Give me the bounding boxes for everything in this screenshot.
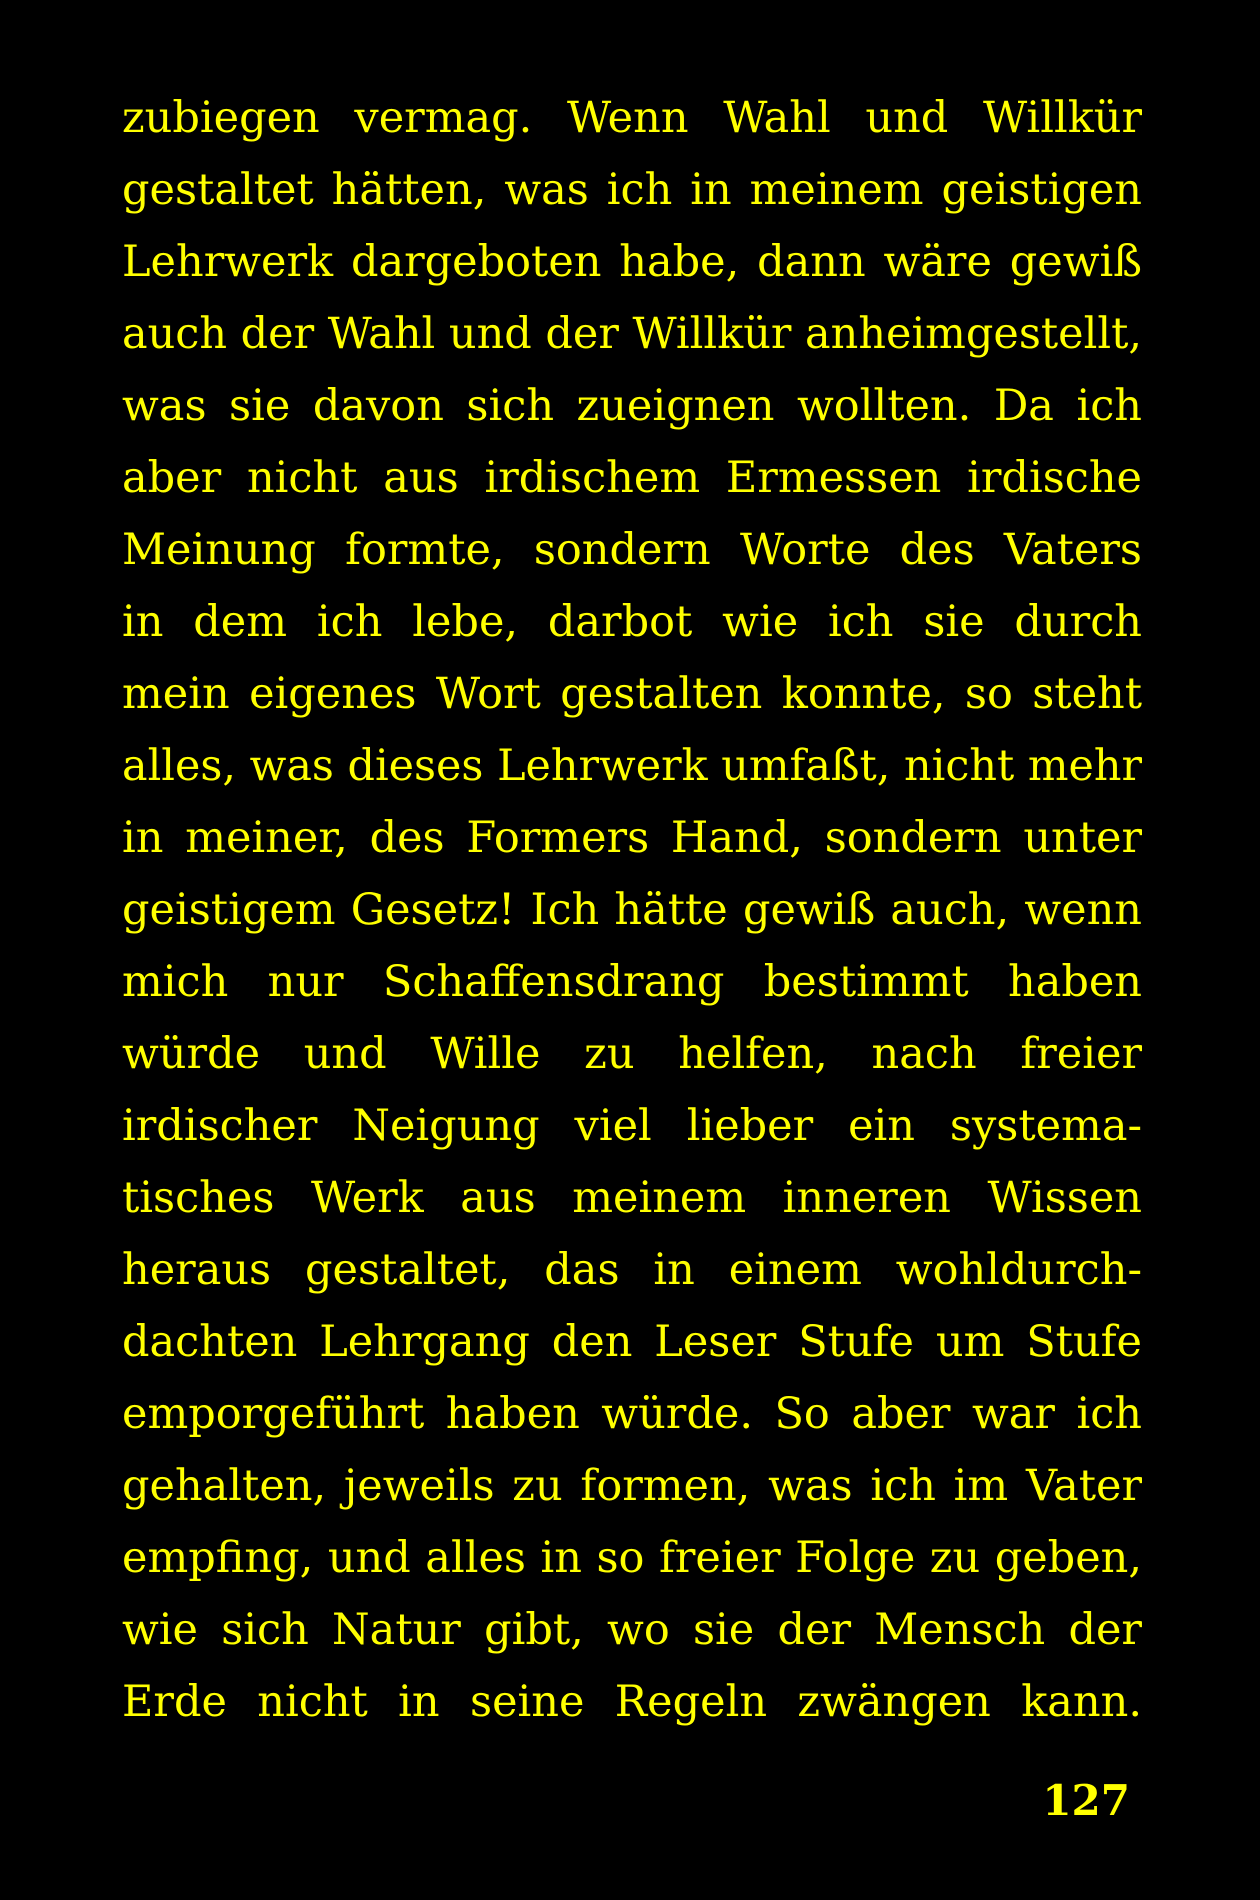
text-line-content: dachten Lehrgang den Leser Stufe um Stufe [122, 1317, 1142, 1367]
text-line [122, 1522, 1142, 1594]
text-line [122, 1306, 1142, 1378]
text-line-content: in meiner, des Formers Hand, sondern unter [122, 813, 1142, 863]
text-line [122, 298, 1142, 370]
text-line-content: Erde nicht in seine Regeln zwängen kann. [122, 1677, 1142, 1727]
text-line-content: irdischer Neigung viel lieber ein systema- [122, 1101, 1142, 1151]
text-line-content: würde und Wille zu helfen, nach freier [122, 1029, 1142, 1079]
text-line-content: Meinung formte, sondern Worte des Vaters [122, 525, 1142, 575]
text-line-content: gestaltet hätten, was ich in meinem geistigen [122, 165, 1142, 215]
text-line [122, 946, 1142, 1018]
text-line-content: auch der Wahl und der Willkür anheimgestellt, [122, 309, 1142, 359]
text-line [122, 442, 1142, 514]
text-line [122, 802, 1142, 874]
page-number: 127 [1042, 1776, 1130, 1825]
text-line [122, 874, 1142, 946]
text-line [122, 1594, 1142, 1666]
text-line [122, 514, 1142, 586]
text-line [122, 586, 1142, 658]
text-line-content: gehalten, jeweils zu formen, was ich im Vater [122, 1461, 1142, 1511]
text-line-content: was sie davon sich zueignen wollten. Da ich [122, 381, 1142, 431]
text-line-content: heraus gestaltet, das in einem wohldurch- [122, 1245, 1142, 1295]
text-line-content: alles, was dieses Lehrwerk umfaßt, nicht mehr [122, 741, 1142, 791]
text-line [122, 154, 1142, 226]
body-text [122, 82, 1142, 1738]
text-line-content: geistigem Gesetz! Ich hätte gewiß auch, wenn [122, 885, 1142, 935]
text-line [122, 1090, 1142, 1162]
text-line [122, 1234, 1142, 1306]
text-line-content: mich nur Schaffensdrang bestimmt haben [122, 957, 1142, 1007]
text-line-content: emporgeführt haben würde. So aber war ich [122, 1389, 1142, 1439]
text-line [122, 82, 1142, 154]
text-line-content: empfing, und alles in so freier Folge zu geben, [122, 1533, 1142, 1583]
text-line [122, 1162, 1142, 1234]
text-line [122, 1378, 1142, 1450]
text-line-content: wie sich Natur gibt, wo sie der Mensch der [122, 1605, 1142, 1655]
text-line [122, 226, 1142, 298]
text-line [122, 730, 1142, 802]
text-line-content: tisches Werk aus meinem inneren Wissen [122, 1173, 1142, 1223]
text-line [122, 1450, 1142, 1522]
text-line-content: mein eigenes Wort gestalten konnte, so steht [122, 669, 1142, 719]
text-line [122, 370, 1142, 442]
text-line [122, 1666, 1142, 1738]
text-line-content: in dem ich lebe, darbot wie ich sie durch [122, 597, 1142, 647]
text-line-content: Lehrwerk dargeboten habe, dann wäre gewiß [122, 237, 1142, 287]
text-line [122, 1018, 1142, 1090]
text-line-content: aber nicht aus irdischem Ermessen irdische [122, 453, 1142, 503]
text-line [122, 658, 1142, 730]
text-line-content: zubiegen vermag. Wenn Wahl und Willkür [122, 93, 1142, 143]
